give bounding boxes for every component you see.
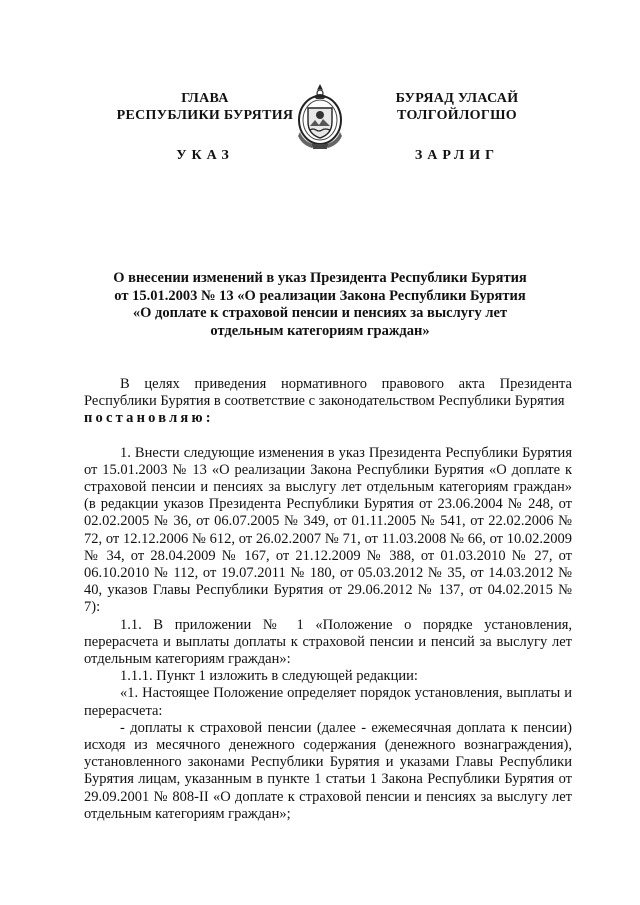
title-line: от 15.01.2003 № 13 «О реализации Закона Республики Бурятия <box>114 287 526 304</box>
title-line: О внесении изменений в указ Президента Республики Бурятия <box>113 270 527 286</box>
paragraph-1-1-1: 1.1.1. Пункт 1 изложить в следующей редакции: <box>120 668 418 685</box>
header-left-line1: ГЛАВА <box>181 91 229 106</box>
decree-word: постановляю: <box>84 410 214 427</box>
header-left-doctype: УКАЗ <box>176 148 234 163</box>
document-body <box>84 376 572 823</box>
header-right-line1: БУРЯАД УЛАСАЙ <box>395 91 519 106</box>
header-left <box>80 90 330 164</box>
header-right-line2: ТОЛГОЙЛОГШО <box>397 108 517 123</box>
paragraph-quote: «1. Настоящее Положение определяет порядок установления, выплаты и перерасчета: <box>84 685 572 719</box>
header-right-doctype: ЗАРЛИГ <box>414 148 500 163</box>
header-right <box>332 90 582 164</box>
header-left-line2: РЕСПУБЛИКИ БУРЯТИЯ <box>116 108 294 123</box>
preamble-paragraph: В целях приведения нормативного правового акта Президента Республики Бурятия в соответствие с законодательством Республики Бурятия <box>84 376 572 410</box>
title-line: «О доплате к страховой пенсии и пенсиях за выслугу лет <box>132 305 508 321</box>
paragraph-1-1: 1.1. В приложении № 1 «Положение о порядке установления, перерасчета и выплаты доплаты к страховой пенсии и пенсий за выслугу лет отдельным категориям граждан»: <box>84 616 572 668</box>
title-line: отдельным категориям граждан» <box>210 322 430 339</box>
paragraph-item: - доплаты к страховой пенсии (далее - ежемесячная доплата к пенсии) исходя из месячного денежного содержания (денежного вознаграждения), установленного законами Республики Бурятия и указами Главы Республики Бурятия лицам, указанным в пункте 1 статьи 1 Закона Республики Бурятия от 29.09.2001 № 808-II «О доплате к страховой пенсии и пенсиях за выслугу лет отдельным категориям граждан»; <box>84 719 572 822</box>
paragraph-1: 1. Внести следующие изменения в указ Президента Республики Бурятия от 15.01.2003 № 13 «О реализации Закона Республики Бурятия «О доплате к страховой пенсии и пенсиях за выслугу лет отдельным категориям граждан» (в редакции указов Президента Республики Бурятия от 23.06.2004 № 248, от 02.02.2005 № 36, от 06.07.2005 № 349, от 01.11.2005 № 541, от 22.02.2006 № 72, от 12.12.2006 № 612, от 26.02.2007 № 71, от 11.03.2008 № 66, от 10.02.2009 № 34, от 28.04.2009 № 167, от 21.12.2009 № 388, от 01.03.2010 № 27, от 06.10.2010 № 112, от 19.07.2011 № 180, от 05.03.2012 № 35, от 14.03.2012 № 40, указов Главы Республики Бурятия от 29.06.2012 № 137, от 04.02.2015 № 7): <box>84 444 572 616</box>
document-title <box>80 270 560 340</box>
